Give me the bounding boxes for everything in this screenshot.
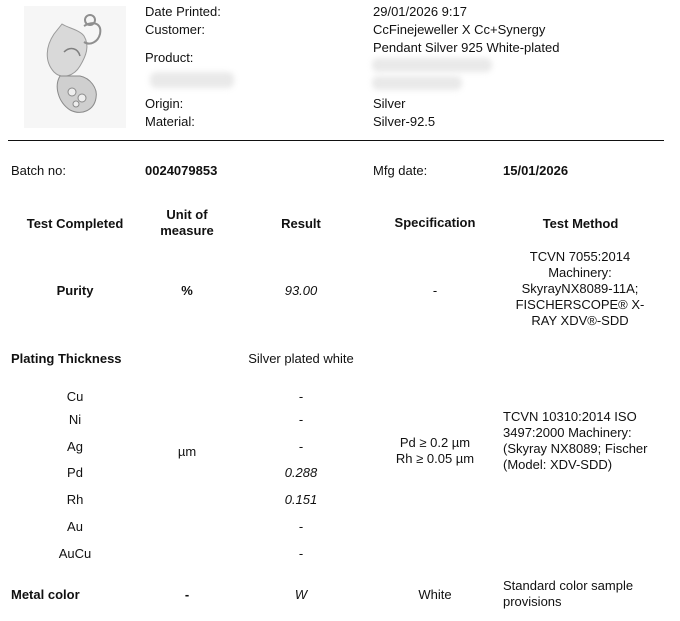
batch-value: 0024079853 — [145, 163, 218, 178]
metal-color-name: Metal color — [11, 587, 80, 602]
element-value: - — [298, 412, 304, 427]
element-name: AuCu — [58, 546, 92, 561]
material-value: Silver-92.5 — [373, 114, 436, 129]
redacted-field — [150, 72, 234, 88]
customer-value: CcFinejeweller X Cc+Synergy — [373, 22, 546, 37]
element-name: Ag — [67, 439, 83, 454]
element-value: - — [298, 439, 304, 454]
product-image — [24, 6, 126, 128]
element-name: Ni — [68, 412, 82, 427]
batch-label: Batch no: — [11, 163, 66, 178]
date-printed-value: 29/01/2026 9:17 — [373, 4, 467, 19]
purity-name: Purity — [56, 283, 94, 298]
plating-result-note: Silver plated white — [248, 351, 354, 366]
header-test-method: Test Method — [542, 216, 619, 231]
header-result: Result — [281, 216, 321, 231]
plating-spec-rh: Rh ≥ 0.05 µm — [395, 451, 475, 466]
purity-method: TCVN 7055:2014 Machinery: SkyrayNX8089-11A; FISCHERSCOPE® X-RAY XDV®-SDD — [515, 249, 645, 328]
origin-label: Origin: — [145, 96, 184, 111]
date-printed-label: Date Printed: — [145, 4, 221, 19]
pendant-image-icon — [24, 6, 126, 128]
element-name: Pd — [67, 465, 83, 480]
header-specification: Specification — [394, 215, 476, 230]
element-name: Cu — [66, 389, 84, 404]
element-value: - — [298, 546, 304, 561]
element-value: - — [298, 389, 304, 404]
metal-color-unit: - — [184, 587, 190, 602]
element-name: Rh — [66, 492, 84, 507]
element-value: 0.288 — [284, 465, 318, 480]
header-test-completed: Test Completed — [26, 216, 124, 231]
plating-unit: µm — [177, 444, 197, 459]
redacted-field — [372, 76, 462, 90]
origin-value: Silver — [373, 96, 406, 111]
metal-color-method: Standard color sample provisions — [503, 578, 634, 609]
element-value: 0.151 — [284, 492, 318, 507]
purity-unit: % — [181, 283, 193, 298]
customer-label: Customer: — [145, 22, 205, 37]
mfg-date-label: Mfg date: — [373, 163, 428, 178]
metal-color-result: W — [294, 587, 308, 602]
redacted-field — [372, 58, 492, 72]
header-divider — [8, 140, 664, 141]
element-value: - — [298, 519, 304, 534]
product-label: Product: — [145, 50, 194, 65]
material-label: Material: — [145, 114, 195, 129]
plating-name: Plating Thickness — [11, 351, 122, 366]
mfg-date-value: 15/01/2026 — [503, 163, 569, 178]
purity-result: 93.00 — [284, 283, 318, 298]
plating-spec-pd: Pd ≥ 0.2 µm — [399, 435, 471, 450]
purity-spec: - — [432, 283, 438, 298]
metal-color-spec: White — [418, 587, 452, 602]
product-value: Pendant Silver 925 White-plated — [373, 40, 560, 55]
element-name: Au — [67, 519, 83, 534]
plating-method: TCVN 10310:2014 ISO 3497:2000 Machinery: (Skyray NX8089; Fischer (Model: XDV-SDD) — [503, 409, 648, 472]
header-unit-of-measure: Unit of measure — [160, 207, 214, 238]
